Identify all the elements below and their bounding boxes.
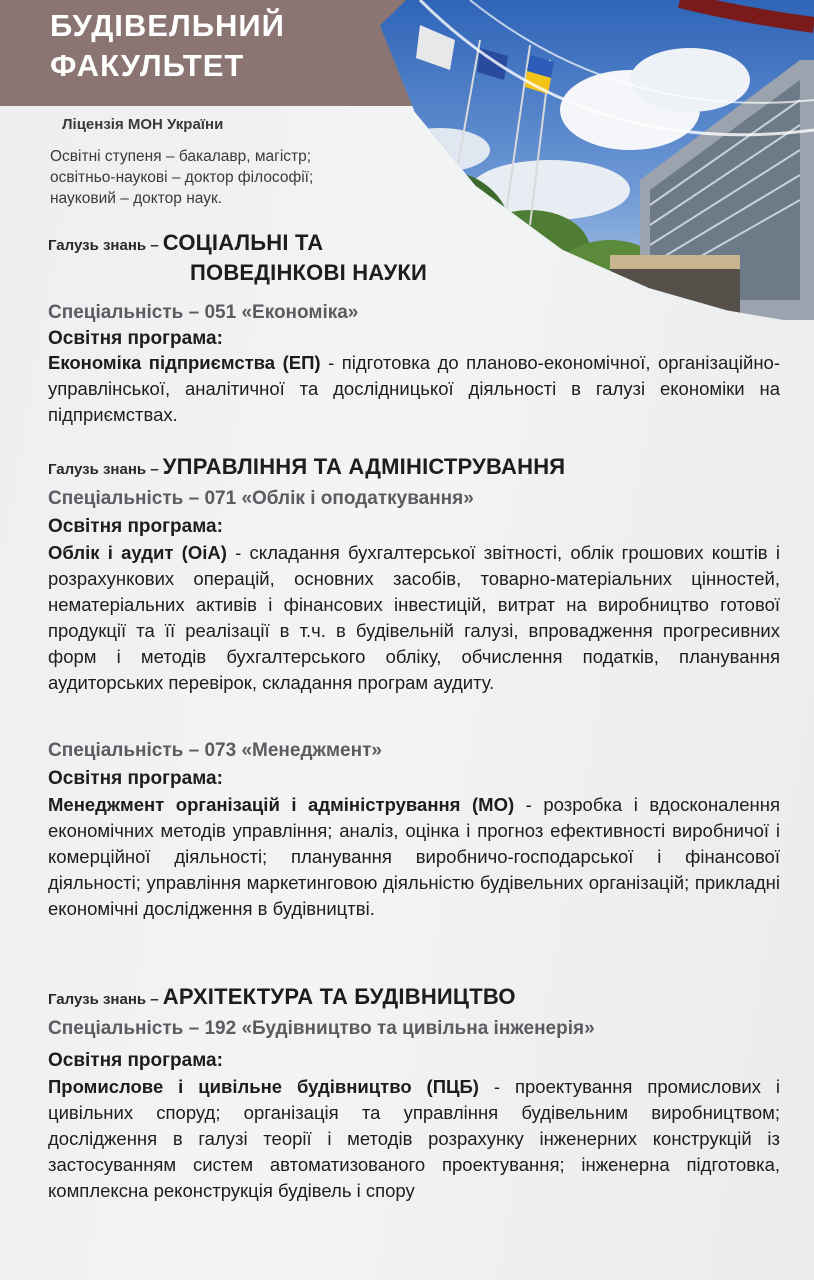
- field-name-continuation: ПОВЕДІНКОВІ НАУКИ: [190, 260, 428, 285]
- campus-photo: [380, 0, 814, 320]
- program-label: Освітня програма:: [48, 516, 223, 537]
- faculty-title: БУДІВЕЛЬНИЙ ФАКУЛЬТЕТ: [50, 8, 285, 83]
- degrees-note: Освітні ступеня – бакалавр, магістр; освітньо-наукові – доктор філософії; науковий – доктор наук.: [50, 148, 314, 207]
- program-text: - складання бухгалтерської звітності, облік грошових коштів і розрахункових операцій, основних засобів, товарно-матеріальних цінностей, нематеріальних активів і фінансових інвестицій, витрат на виробництво готової продукції та її реалізації в т.ч. в будівельній галузі, впровадження прогресивних форм і методів бухгалтерського обліку, обчислення податків, планування аудиторських перевірок, складання програм аудиту.: [48, 542, 780, 693]
- program-name: Облік і аудит (ОіА): [48, 542, 227, 563]
- program-name: Промислове і цивільне будівництво (ПЦБ): [48, 1076, 479, 1097]
- field-name: СОЦІАЛЬНІ ТА: [162, 230, 324, 255]
- field-heading: [48, 230, 323, 256]
- specialty-title: Спеціальність – 192 «Будівництво та цивільна інженерія»: [48, 1018, 595, 1039]
- program-name: Менеджмент організацій і адміністрування (МО): [48, 794, 515, 815]
- field-name: УПРАВЛІННЯ ТА АДМІНІСТРУВАННЯ: [162, 454, 566, 479]
- field-prefix: Галузь знань –: [48, 461, 163, 478]
- program-name: Економіка підприємства (ЕП): [48, 352, 321, 373]
- field-prefix: Галузь знань –: [48, 237, 163, 254]
- program-description: [48, 1074, 780, 1204]
- program-description: [48, 540, 780, 696]
- license-note: Ліцензія МОН України: [62, 116, 224, 133]
- field-prefix: Галузь знань –: [48, 991, 163, 1008]
- program-label: Освітня програма:: [48, 328, 223, 349]
- program-text: - проектування промислових і цивільних споруд; організація та управління будівельним виробництвом; дослідження в галузі теорії і методів розрахунку інженерних конструкцій із застосуванням систем автоматизованого проектування; інженерна підготовка, комплексна реконструкція будівель і спору: [48, 1076, 780, 1201]
- campus-photo-image: [380, 0, 814, 320]
- field-heading: [48, 984, 516, 1010]
- field-heading: [48, 454, 565, 480]
- program-label: Освітня програма:: [48, 768, 223, 789]
- specialty-title: Спеціальність – 073 «Менеджмент»: [48, 740, 382, 761]
- specialty-title: Спеціальність – 071 «Облік і оподаткування»: [48, 488, 474, 509]
- program-text: - розробка і вдосконалення економічних методів управління; аналіз, оцінка і прогноз ефективності виробничої і комерційної діяльності; планування виробничо-господарської і фінансової діяльності; управління маркетинговою діяльністю будівельних організацій; прикладні економічні дослідження в будівництві.: [48, 794, 780, 919]
- specialty-title: Спеціальність – 051 «Економіка»: [48, 302, 359, 323]
- field-name: АРХІТЕКТУРА ТА БУДІВНИЦТВО: [162, 984, 516, 1009]
- program-text: - підготовка до планово-економічної, організаційно-управлінської, аналітичної та дослідницької діяльності в галузі економіки на підприємствах.: [48, 352, 780, 425]
- program-label: Освітня програма:: [48, 1050, 223, 1071]
- program-description: [48, 792, 780, 922]
- program-description: [48, 350, 780, 428]
